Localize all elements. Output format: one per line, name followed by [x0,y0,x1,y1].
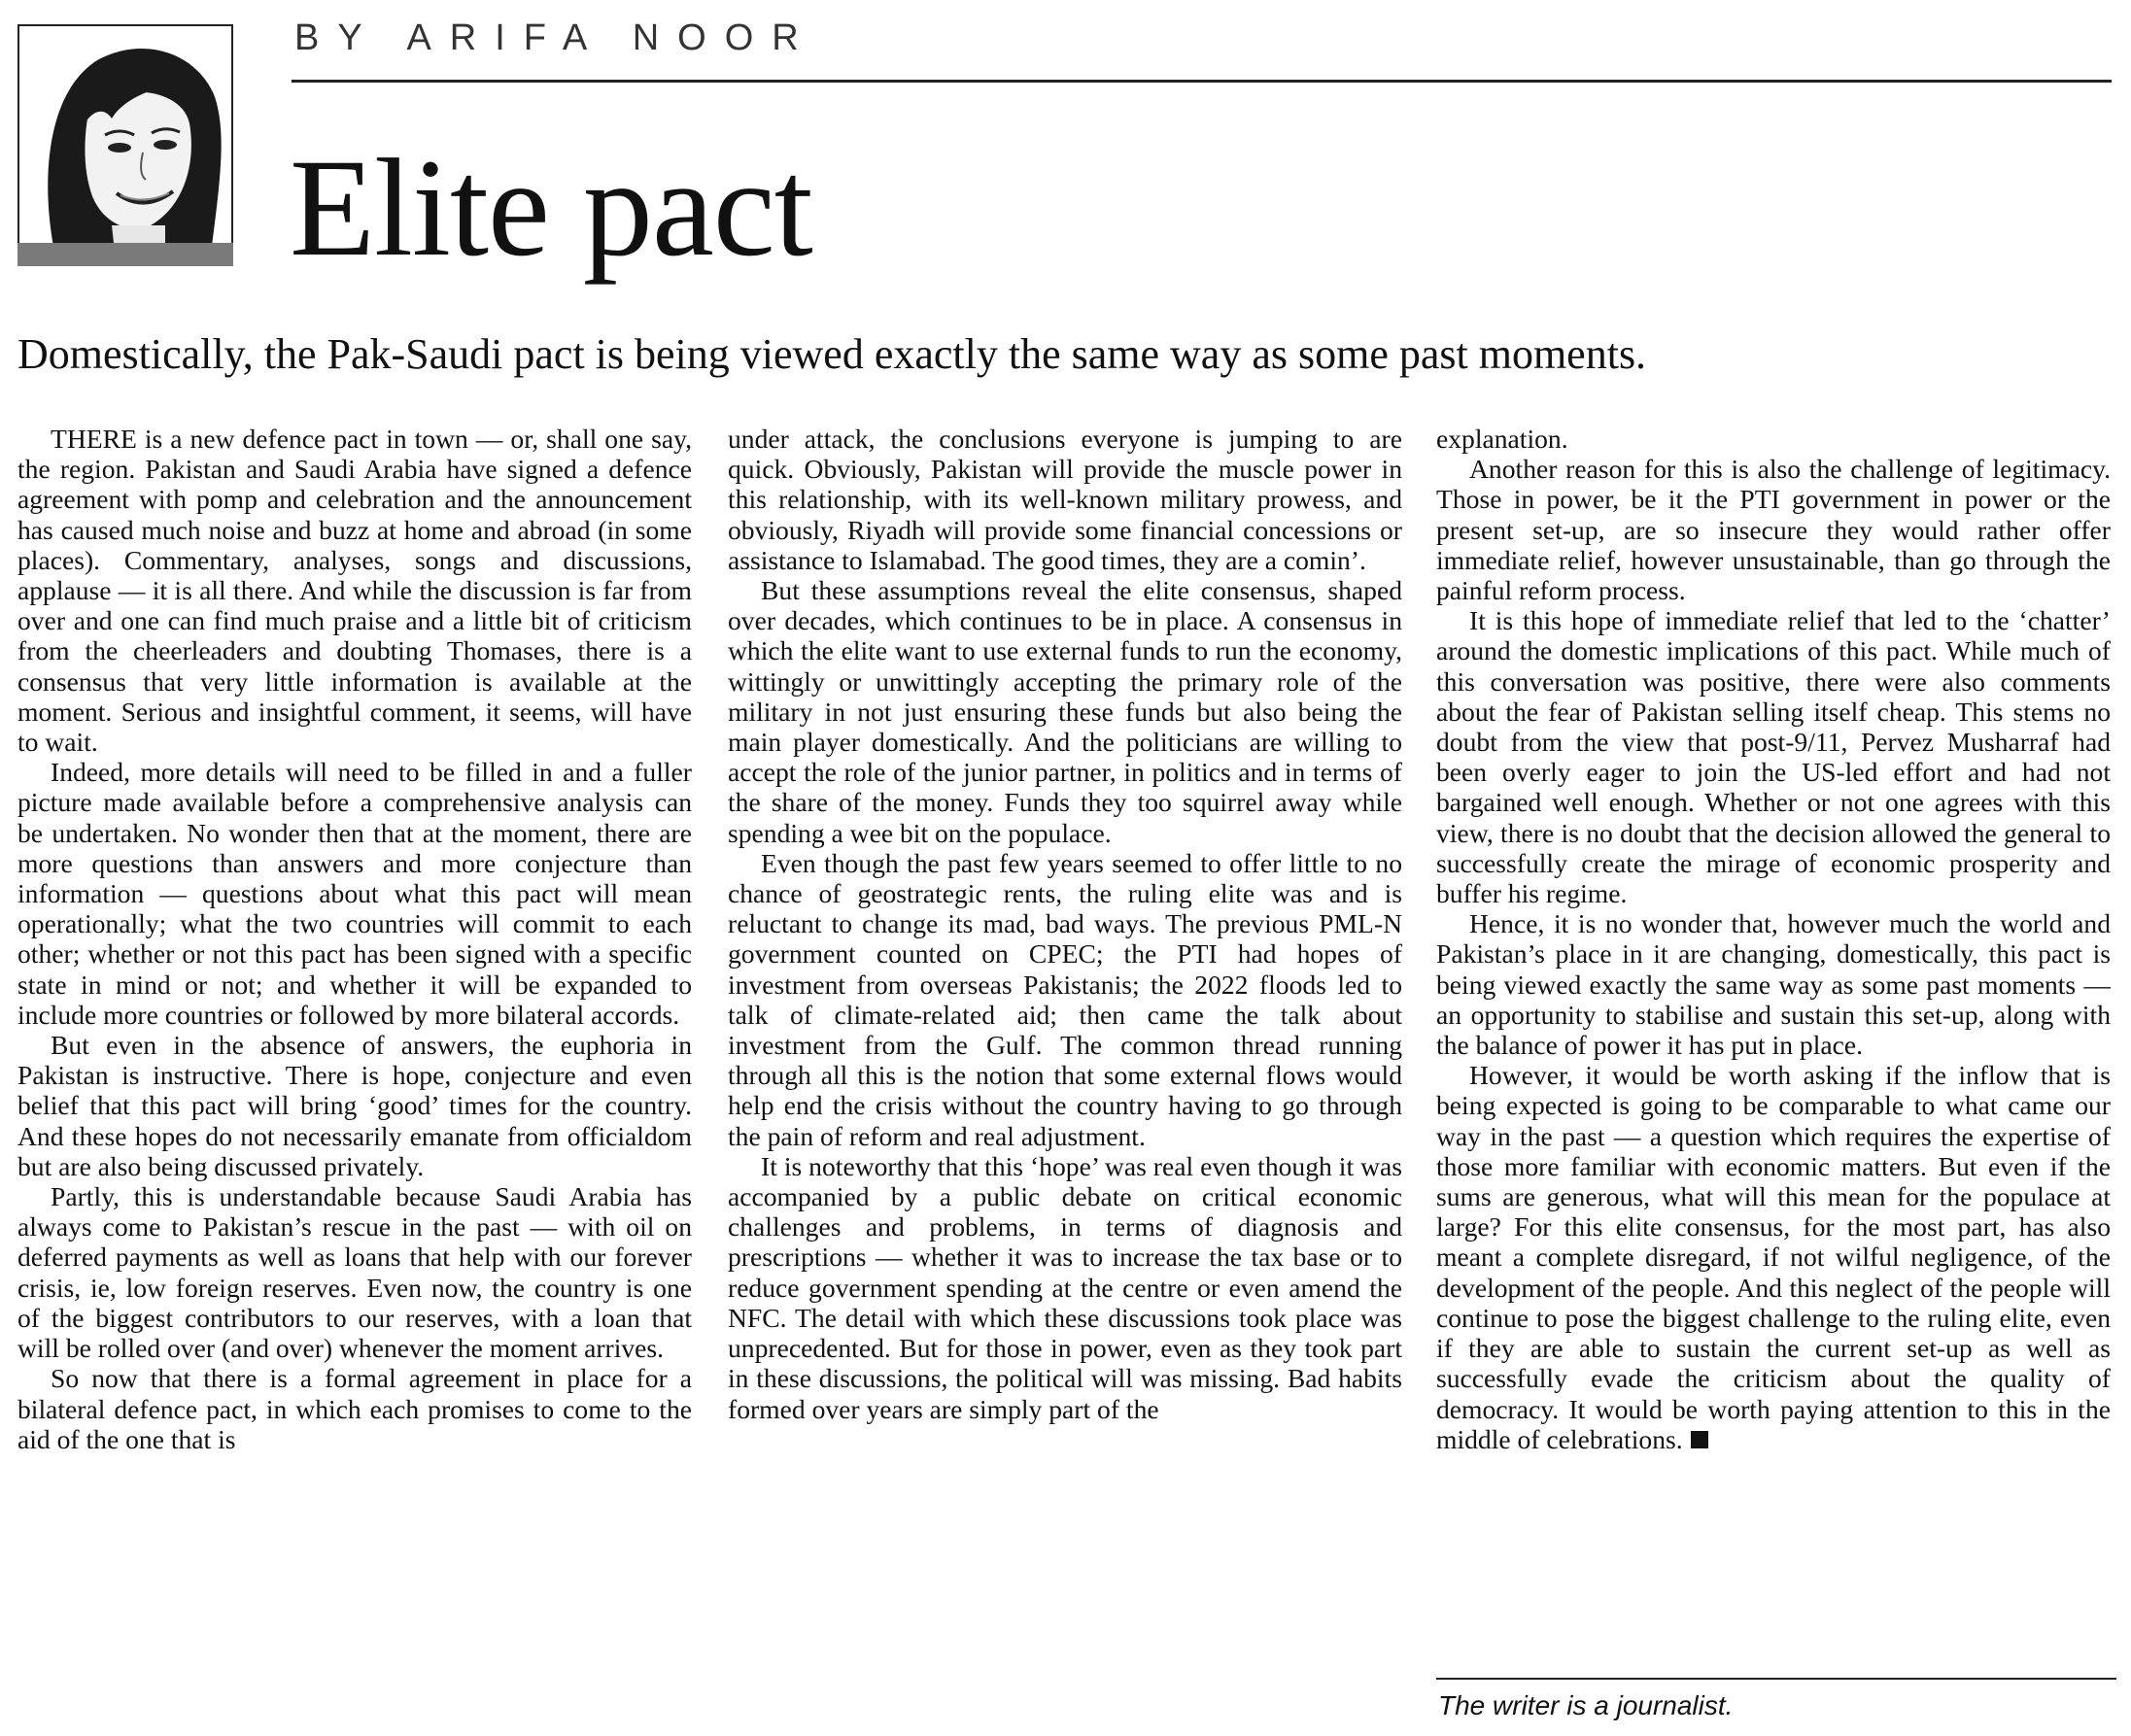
paragraph: It is noteworthy that this ‘hope’ was real even though it was accompanied by a public debate on critical economic challenges and problems, in terms of diagnosis and prescriptions — whether it was to increase the tax base or to reduce government spending at the centre or even amend the NFC. The detail with which these discussions took place was unprecedented. But for those in power, even as they took part in these discussions, the political will was missing. Bad habits formed over years are simply part of the [728,1150,1402,1424]
paragraph: THERE is a new defence pact in town — or, shall one say, the region. Pakistan and Saudi Arabia have signed a defence agreement with pomp and celebration and the announcement has caused much noise and buzz at home and abroad (in some places). Commentary, analyses, songs and discussions, applause — it is all there. And while the discussion is far from over and one can find much praise and a little bit of criticism from the cheerleaders and doubting Thomases, there is a consensus that very little information is available at the moment. Serious and insightful comment, it seems, will have to wait. [17,424,692,758]
writer-credit: The writer is a journalist. [1438,1690,1734,1720]
portrait-bar [17,243,233,266]
article-column-3 [1436,424,2111,1454]
header-rule [292,80,2112,83]
byline: BY ARIFA NOOR [294,17,817,58]
footer-rule [1436,1678,2116,1680]
headline: Elite pact [290,131,812,286]
paragraph: Another reason for this is also the challenge of legitimacy. Those in power, be it the PTI government in power or the present set-up, are so insecure they would rather offer immediate relief, however unsustainable, than go through the painful reform process. [1436,454,2111,606]
paragraph: Partly, this is understandable because Saudi Arabia has always come to Pakistan’s rescue in the past — with oil on deferred payments as well as loans that help with our forever crisis, ie, low foreign reserves. Even now, the country is one of the biggest contributors to our reserves, with a loan that will be rolled over (and over) whenever the moment arrives. [17,1181,692,1364]
author-portrait-illustration [19,26,233,265]
article-column-1 [17,424,692,1454]
paragraph: But even in the absence of answers, the euphoria in Pakistan is instructive. There is hope, conjecture and even belief that this pact will bring ‘good’ times for the country. And these hopes do not necessarily emanate from officialdom but are also being discussed privately. [17,1030,692,1181]
end-mark-icon [1691,1431,1708,1448]
paragraph: under attack, the conclusions everyone is jumping to are quick. Obviously, Pakistan will provide the muscle power in this relationship, with its well-known military prowess, and obviously, Riyadh will provide some financial concessions or assistance to Islamabad. The good times, they are a comin’. [728,424,1402,575]
paragraph: Hence, it is no wonder that, however much the world and Pakistan’s place in it are changing, domestically, this pact is being viewed exactly the same way as some past moments — an opportunity to stabilise and sustain this set-up, along with the balance of power it has put in place. [1436,908,2111,1061]
paragraph: explanation. [1436,424,1568,454]
author-photo [17,24,233,265]
paragraph: It is this hope of immediate relief that led to the ‘chatter’ around the domestic implications of this pact. While much of this conversation was positive, there were also comments about the fear of Pakistan selling itself cheap. This stems no doubt from the view that post-9/11, Pervez Musharraf had been overly eager to join the US-led effort and had not bargained well enough. Whether or not one agrees with this view, there is no doubt that the decision allowed the general to successfully create the mirage of economic prosperity and buffer his regime. [1436,605,2111,909]
paragraph: Even though the past few years seemed to offer little to no chance of geostrategic rents, the ruling elite was and is reluctant to change its mad, bad ways. The previous PML-N government counted on CPEC; the PTI had hopes of investment from overseas Pakistanis; the 2022 floods led to talk of climate-related aid; then came the talk about investment from the Gulf. The common thread running through all this is the notion that some external flows would help end the crisis without the country having to go through the pain of reform and real adjustment. [728,847,1402,1151]
paragraph-final [1436,1060,2111,1454]
article-column-2 [728,424,1402,1424]
paragraph: So now that there is a formal agreement in place for a bilateral defence pact, in which each promises to come to the aid of the one that is [17,1363,692,1454]
paragraph-text: However, it would be worth asking if the inflow that is being expected is going to be comparable to what came our way in the past — a question which requires the expertise of those more familiar with economic matters. But even if the sums are generous, what will this mean for the populace at large? For this elite consensus, for the most part, has also meant a complete disregard, if not wilful negligence, of the development of the people. And this neglect of the people will continue to pose the biggest challenge to the ruling elite, even if they are able to sustain the current set-up as well as successfully evade the criticism about the quality of democracy. It would be worth paying attention to this in the middle of celebrations. [1436,1060,2111,1454]
paragraph: But these assumptions reveal the elite consensus, shaped over decades, which continues to be in place. A consensus in which the elite want to use external funds to run the economy, wittingly or unwittingly accepting the primary role of the military in not just ensuring these funds but also being the main player domestically. And the politicians are willing to accept the role of the junior partner, in politics and in terms of the share of the money. Funds they too squirrel away while spending a wee bit on the populace. [728,575,1402,848]
paragraph: Indeed, more details will need to be filled in and a fuller picture made available before a comprehensive analysis can be undertaken. No wonder then that at the moment, there are more questions than answers and more conjecture than information — questions about what this pact will mean operationally; what the two countries will commit to each other; whether or not this pact has been signed with a specific state in mind or not; and whether it will be expanded to include more countries or followed by more bilateral accords. [17,757,692,1030]
deck-subheading: Domestically, the Pak-Saudi pact is being viewed exactly the same way as some past moments. [17,330,1647,378]
